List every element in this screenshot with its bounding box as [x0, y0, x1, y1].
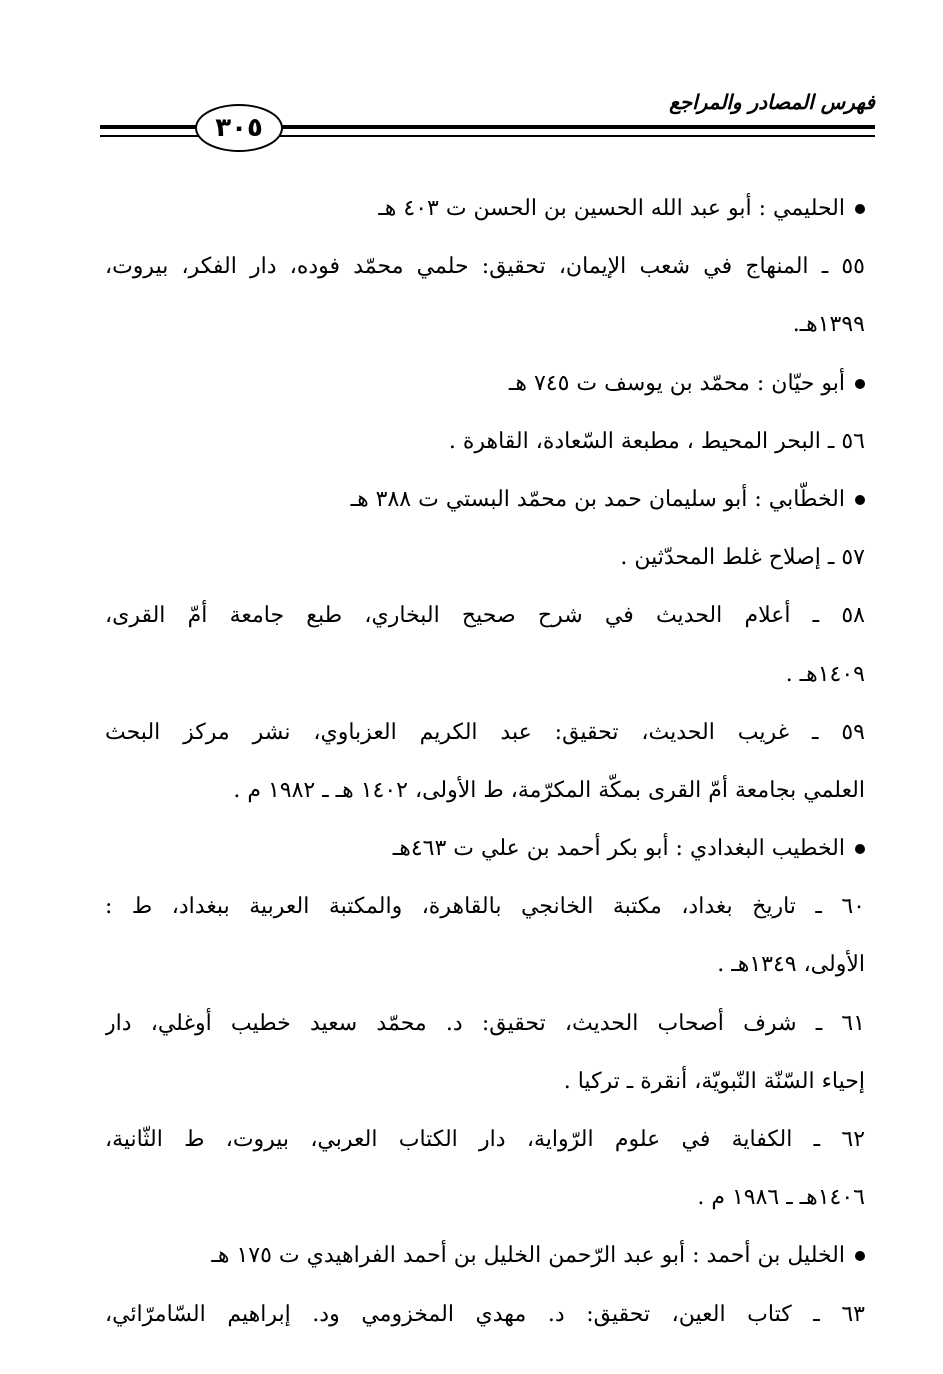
author-text: الخطيب البغدادي : أبو بكر أحمد بن علي ت ٤٦٣هـ: [392, 836, 845, 862]
page-header: [100, 90, 875, 160]
reference-line: ٥٧ ـ إصلاح غلط المحدّثين .: [620, 545, 865, 571]
reference-line: ١٤٠٩هـ .: [785, 661, 865, 687]
author-text: الخليل بن أحمد : أبو عبد الرّحمن الخليل بن أحمد الفراهيدي ت ١٧٥ هـ: [211, 1243, 845, 1269]
bibliography-list: [105, 180, 865, 1344]
reference-line: العلمي بجامعة أمّ القرى بمكّة المكرّمة، ط الأولى، ١٤٠٢ هـ ـ ١٩٨٢ م .: [233, 777, 865, 803]
author-heading: [105, 471, 865, 529]
bullet-icon: [855, 204, 865, 214]
reference-line: ٦٢ ـ الكفاية في علوم الرّواية، دار الكتاب العربي، بيروت، ط الثّانية،: [105, 1127, 865, 1152]
reference-line: ٦٠ ـ تاريخ بغداد، مكتبة الخانجي بالقاهرة، والمكتبة العربية ببغداد، ط :: [105, 894, 865, 920]
running-title: فهرس المصادر والمراجع: [669, 90, 875, 114]
author-text: الحليمي : أبو عبد الله الحسين بن الحسن ت ٤٠٣ هـ: [378, 196, 845, 221]
reference-line: الأولى، ١٣٤٩هـ .: [717, 952, 865, 978]
reference-line: ٥٥ ـ المنهاج في شعب الإيمان، تحقيق: حلمي محمّد فوده، دار الفكر، بيروت،: [105, 254, 865, 280]
author-text: الخطّابي : أبو سليمان حمد بن محمّد البستي ت ٣٨٨ هـ: [350, 486, 845, 512]
reference-line: ٦١ ـ شرف أصحاب الحديث، تحقيق: د. محمّد سعيد خطيب أوغلي، دار: [105, 1010, 865, 1036]
reference-line: ١٤٠٦هـ ـ ١٩٨٦ م .: [697, 1185, 865, 1211]
author-heading: [105, 820, 865, 878]
reference-line: ٥٩ ـ غريب الحديث، تحقيق: عبد الكريم العزباوي، نشر مركز البحث: [105, 719, 865, 745]
reference-line: ٥٨ ـ أعلام الحديث في شرح صحيح البخاري، طبع جامعة أمّ القرى،: [105, 603, 865, 629]
author-heading: [105, 355, 865, 413]
page-number: ٣٠٥: [195, 104, 283, 152]
bullet-icon: [855, 495, 865, 505]
bullet-icon: [855, 844, 865, 854]
bullet-icon: [855, 1251, 865, 1261]
reference-line: ١٣٩٩هـ.: [792, 312, 865, 338]
author-heading: [105, 180, 865, 238]
reference-line: إحياء السّنّة النّبويّة، أنقرة ـ تركيا .: [563, 1068, 865, 1094]
reference-line: ٥٦ ـ البحر المحيط ، مطبعة السّعادة، القاهرة .: [448, 428, 865, 454]
reference-line: ٦٣ ـ كتاب العين، تحقيق: د. مهدي المخزومي ود. إبراهيم السّامرّائي،: [105, 1301, 865, 1327]
author-text: أبو حيّان : محمّد بن يوسف ت ٧٤٥ هـ: [508, 370, 845, 396]
bullet-icon: [855, 379, 865, 389]
author-heading: [105, 1227, 865, 1285]
